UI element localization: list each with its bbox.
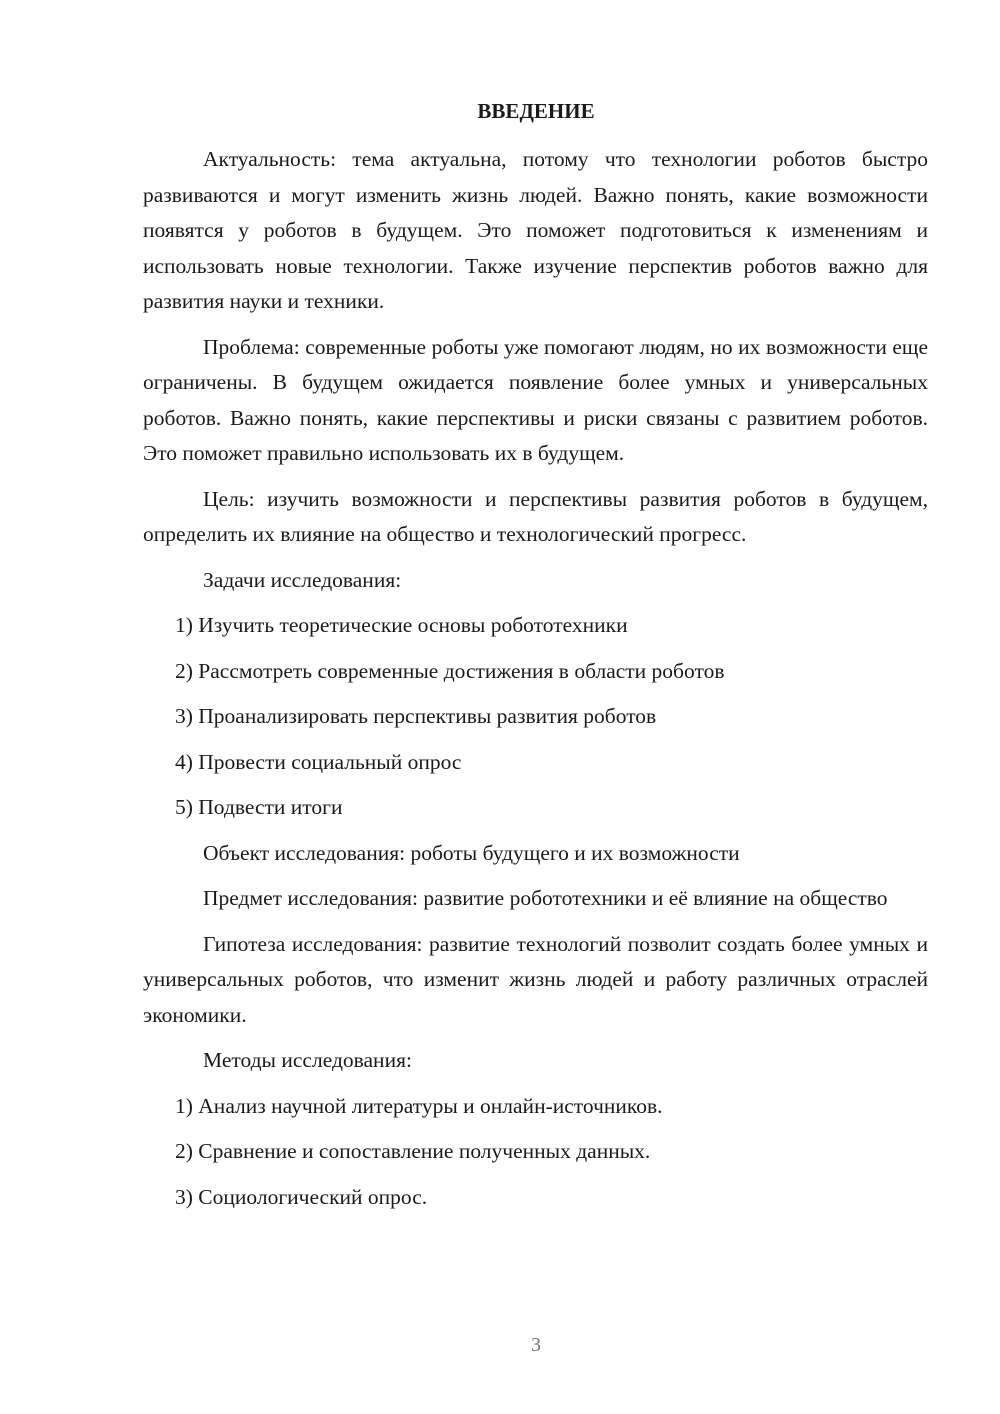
task-item: 2) Рассмотреть современные достижения в области роботов: [175, 658, 725, 683]
methods-label: Методы исследования:: [203, 1048, 412, 1072]
subject-paragraph: Предмет исследования: развитие робототехники и её влияние на общество: [203, 886, 888, 910]
relevance-paragraph: Актуальность: тема актуальна, потому что технологии роботов быстро развиваются и могут изменить жизнь людей. Важно понять, какие возможности появятся у роботов в будущем. Это поможет подготовиться к изменениям и использовать новые технологии. Также изучение перспектив роботов важно для развития науки и техники.: [143, 147, 928, 313]
object-paragraph: Объект исследования: роботы будущего и их возможности: [203, 840, 740, 865]
document-body: [143, 142, 928, 1225]
page-number: 3: [531, 1334, 541, 1356]
hypothesis-paragraph: Гипотеза исследования: развитие технологий позволит создать более умных и универсальных роботов, что изменит жизнь людей и работу различных отраслей экономики.: [143, 931, 928, 1027]
task-item: 4) Провести социальный опрос: [175, 749, 462, 774]
tasks-label: Задачи исследования:: [203, 567, 402, 592]
goal-paragraph: Цель: изучить возможности и перспективы развития роботов в будущем, определить их влияние на общество и технологический прогресс.: [143, 486, 928, 546]
method-item: 1) Анализ научной литературы и онлайн-источников.: [175, 1093, 663, 1118]
page-title: ВВЕДЕНИЕ: [477, 99, 595, 123]
task-item: 3) Проанализировать перспективы развития роботов: [175, 704, 657, 728]
method-item: 2) Сравнение и сопоставление полученных данных.: [175, 1139, 651, 1163]
problem-paragraph: Проблема: современные роботы уже помогают людям, но их возможности еще ограничены. В будущем ожидается появление более умных и универсальных роботов. Важно понять, какие перспективы и риски связаны с развитием роботов. Это поможет правильно использовать их в будущем.: [143, 334, 928, 465]
task-item: 1) Изучить теоретические основы робототехники: [175, 613, 628, 637]
task-item: 5) Подвести итоги: [175, 795, 343, 819]
method-item: 3) Социологический опрос.: [175, 1184, 428, 1209]
